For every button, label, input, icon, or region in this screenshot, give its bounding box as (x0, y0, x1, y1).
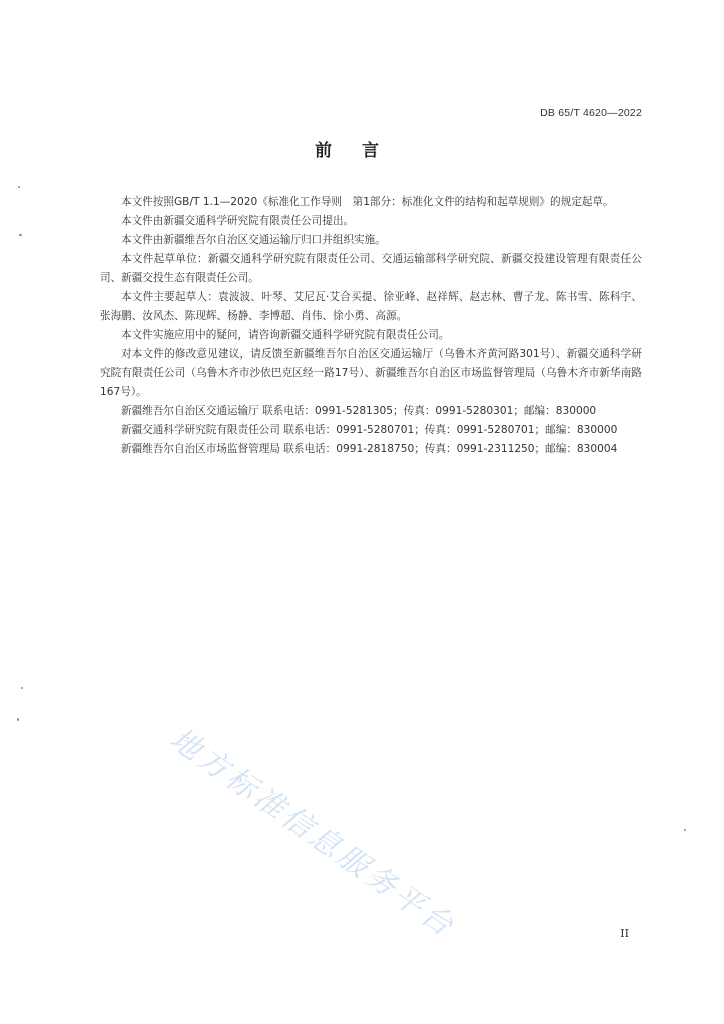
paragraph-proposer: 本文件由新疆交通科学研究院有限责任公司提出。 (121, 215, 355, 227)
paragraph-drafting-basis: 本文件按照GB/T 1.1—2020《标准化工作导则 第1部分：标准化文件的结构和起草规则》的规定起草。 (121, 196, 614, 208)
watermark: 地方标准信息服务平台 (163, 721, 462, 946)
document-code: DB 65/T 4620—2022 (540, 107, 642, 119)
contact-line-transport-dept: 新疆维吾尔自治区交通运输厅 联系电话：0991-5281305；传真：0991-5280301；邮编：830000 (121, 405, 597, 417)
paragraph-administrator: 本文件由新疆维吾尔自治区交通运输厅归口并组织实施。 (121, 234, 386, 246)
scan-speck (19, 234, 22, 236)
page-title: 前言 (315, 141, 409, 161)
scan-speck (18, 186, 20, 188)
contact-line-market-regulation: 新疆维吾尔自治区市场监督管理局 联系电话：0991-2818750；传真：0991-2311250；邮编：830004 (121, 443, 618, 455)
page-number: II (620, 927, 629, 940)
scan-speck (21, 687, 23, 689)
paragraph-feedback: 对本文件的修改意见建议，请反馈至新疆维吾尔自治区交通运输厅（乌鲁木齐黄河路301号）、新疆交通科学研究院有限责任公司（乌鲁木齐市沙依巴克区经一路17号）、新疆维吾尔自治区市场监督管理局（乌鲁木齐市新华南路167号）。 (100, 348, 642, 398)
paragraph-drafters: 本文件主要起草人：袁波波、叶琴、艾尼瓦·艾合买提、徐亚峰、赵祥辉、赵志林、曹子龙、陈书雪、陈科宇、张海鹏、汝风杰、陈现辉、杨静、李博超、肖伟、徐小勇、高源。 (100, 291, 642, 322)
contact-line-research-institute: 新疆交通科学研究院有限责任公司 联系电话：0991-5280701；传真：0991-5280701；邮编：830000 (121, 424, 618, 436)
paragraph-inquiries: 本文件实施应用中的疑问，请咨询新疆交通科学研究院有限责任公司。 (121, 329, 450, 341)
foreword-body (100, 193, 642, 459)
scan-speck (684, 829, 686, 831)
scan-speck (17, 718, 19, 721)
paragraph-drafting-units: 本文件起草单位：新疆交通科学研究院有限责任公司、交通运输部科学研究院、新疆交投建设管理有限责任公司、新疆交投生态有限责任公司。 (100, 253, 642, 284)
